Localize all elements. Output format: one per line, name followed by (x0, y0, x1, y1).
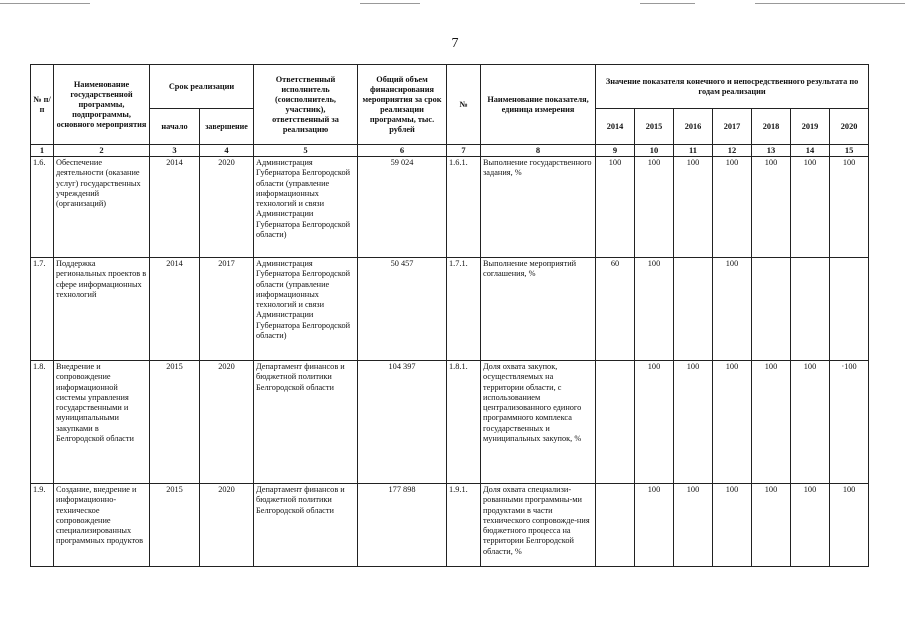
header-indicator-name: Наименование показателя, единица измерения (481, 65, 596, 145)
row-value: 100 (635, 484, 674, 567)
header-program-name: Наименование государственной программы, подпрограммы, основного мероприятия (54, 65, 150, 145)
row-value: 100 (713, 361, 752, 484)
column-number: 5 (254, 145, 358, 157)
column-number: 15 (830, 145, 869, 157)
row-funding: 104 397 (358, 361, 447, 484)
row-indicator-num: 1.9.1. (447, 484, 481, 567)
row-start: 2015 (150, 484, 200, 567)
row-value: 100 (791, 484, 830, 567)
column-number: 6 (358, 145, 447, 157)
row-funding: 59 024 (358, 157, 447, 258)
row-value: 100 (674, 157, 713, 258)
row-value: 100 (752, 484, 791, 567)
row-value: 100 (674, 484, 713, 567)
row-value: 100 (752, 157, 791, 258)
header-year: 2014 (596, 109, 635, 145)
column-number: 11 (674, 145, 713, 157)
row-value: 100 (713, 157, 752, 258)
row-value: 60 (596, 258, 635, 361)
column-number: 12 (713, 145, 752, 157)
row-program-name: Поддержка региональных проектов в сфере информационных технологий (54, 258, 150, 361)
row-indicator-name: Доля охвата закупок, осуществляемых на территории области, с использованием централизованного единого программного комплекса государственных и муниципальных закупок, % (481, 361, 596, 484)
program-table (30, 64, 869, 567)
row-indicator-name: Выполнение государственного задания, % (481, 157, 596, 258)
header-period-start: начало (150, 109, 200, 145)
scan-mark (0, 3, 90, 4)
header-period: Срок реализации (150, 65, 254, 109)
row-indicator-name: Выполнение мероприятий соглашения, % (481, 258, 596, 361)
column-number: 9 (596, 145, 635, 157)
row-value (596, 484, 635, 567)
row-program-name: Создание, внедрение и информационно-техническое сопровождение специализированных программных продуктов (54, 484, 150, 567)
table-row (31, 157, 869, 258)
row-value: 100 (635, 258, 674, 361)
header-year: 2015 (635, 109, 674, 145)
header-num: № п/п (31, 65, 54, 145)
header-values-title: Значение показателя конечного и непосредственного результата по годам реализации (596, 65, 869, 109)
column-number: 14 (791, 145, 830, 157)
row-value (791, 258, 830, 361)
row-value: 100 (830, 484, 869, 567)
row-indicator-num: 1.7.1. (447, 258, 481, 361)
row-value: 100 (830, 157, 869, 258)
header-indicator-num: № (447, 65, 481, 145)
column-number: 3 (150, 145, 200, 157)
row-funding: 50 457 (358, 258, 447, 361)
row-executor: Администрация Губернатора Белгородской области (управление информационных технологий и связи Администрации Губернатора Белгородской области) (254, 258, 358, 361)
row-end: 2020 (200, 361, 254, 484)
header-year: 2017 (713, 109, 752, 145)
row-executor: Департамент финансов и бюджетной политики Белгородской области (254, 361, 358, 484)
page-number: 7 (451, 36, 459, 51)
column-number: 4 (200, 145, 254, 157)
row-value: 100 (713, 258, 752, 361)
row-start: 2014 (150, 157, 200, 258)
column-number: 13 (752, 145, 791, 157)
row-funding: 177 898 (358, 484, 447, 567)
row-program-name: Внедрение и сопровождение информационной системы управления государственными и муниципальными закупками в Белгородской области (54, 361, 150, 484)
table-row (31, 484, 869, 567)
row-value: 100 (752, 361, 791, 484)
scan-mark (755, 3, 905, 4)
row-num: 1.9. (31, 484, 54, 567)
row-value (674, 258, 713, 361)
row-value (830, 258, 869, 361)
header-year: 2016 (674, 109, 713, 145)
row-executor: Администрация Губернатора Белгородской области (управление информационных технологий и связи Администрации Губернатора Белгородской области) (254, 157, 358, 258)
header-year: 2020 (830, 109, 869, 145)
column-number: 2 (54, 145, 150, 157)
column-number: 1 (31, 145, 54, 157)
scan-mark (640, 3, 695, 4)
header-year: 2018 (752, 109, 791, 145)
row-value (752, 258, 791, 361)
row-end: 2020 (200, 157, 254, 258)
table-row (31, 361, 869, 484)
column-number: 10 (635, 145, 674, 157)
table-row (31, 258, 869, 361)
row-value: 100 (791, 361, 830, 484)
column-number: 8 (481, 145, 596, 157)
row-indicator-name: Доля охвата специализи-рованными программны-ми продуктами в части технического сопровожде-ния бюджетного процесса на территории Белгородской области, % (481, 484, 596, 567)
row-value (596, 361, 635, 484)
row-start: 2014 (150, 258, 200, 361)
row-end: 2020 (200, 484, 254, 567)
row-value: 100 (791, 157, 830, 258)
header-period-end: завершение (200, 109, 254, 145)
header-year: 2019 (791, 109, 830, 145)
row-indicator-num: 1.8.1. (447, 361, 481, 484)
column-number: 7 (447, 145, 481, 157)
row-num: 1.8. (31, 361, 54, 484)
row-value: 100 (635, 361, 674, 484)
row-num: 1.7. (31, 258, 54, 361)
row-num: 1.6. (31, 157, 54, 258)
row-program-name: Обеспечение деятельности (оказание услуг) государственных учреждений (организаций) (54, 157, 150, 258)
row-value: 100 (635, 157, 674, 258)
row-start: 2015 (150, 361, 200, 484)
row-value: 100 (674, 361, 713, 484)
row-value: ·100 (830, 361, 869, 484)
header-funding: Общий объем финансирования мероприятия за срок реализации программы, тыс. рублей (358, 65, 447, 145)
row-end: 2017 (200, 258, 254, 361)
row-value: 100 (713, 484, 752, 567)
row-value: 100 (596, 157, 635, 258)
column-number-row (31, 145, 869, 157)
row-executor: Департамент финансов и бюджетной политики Белгородской области (254, 484, 358, 567)
scan-mark (360, 3, 420, 4)
header-executor: Ответственный исполнитель (соисполнитель, участник), ответственный за реализацию (254, 65, 358, 145)
row-indicator-num: 1.6.1. (447, 157, 481, 258)
